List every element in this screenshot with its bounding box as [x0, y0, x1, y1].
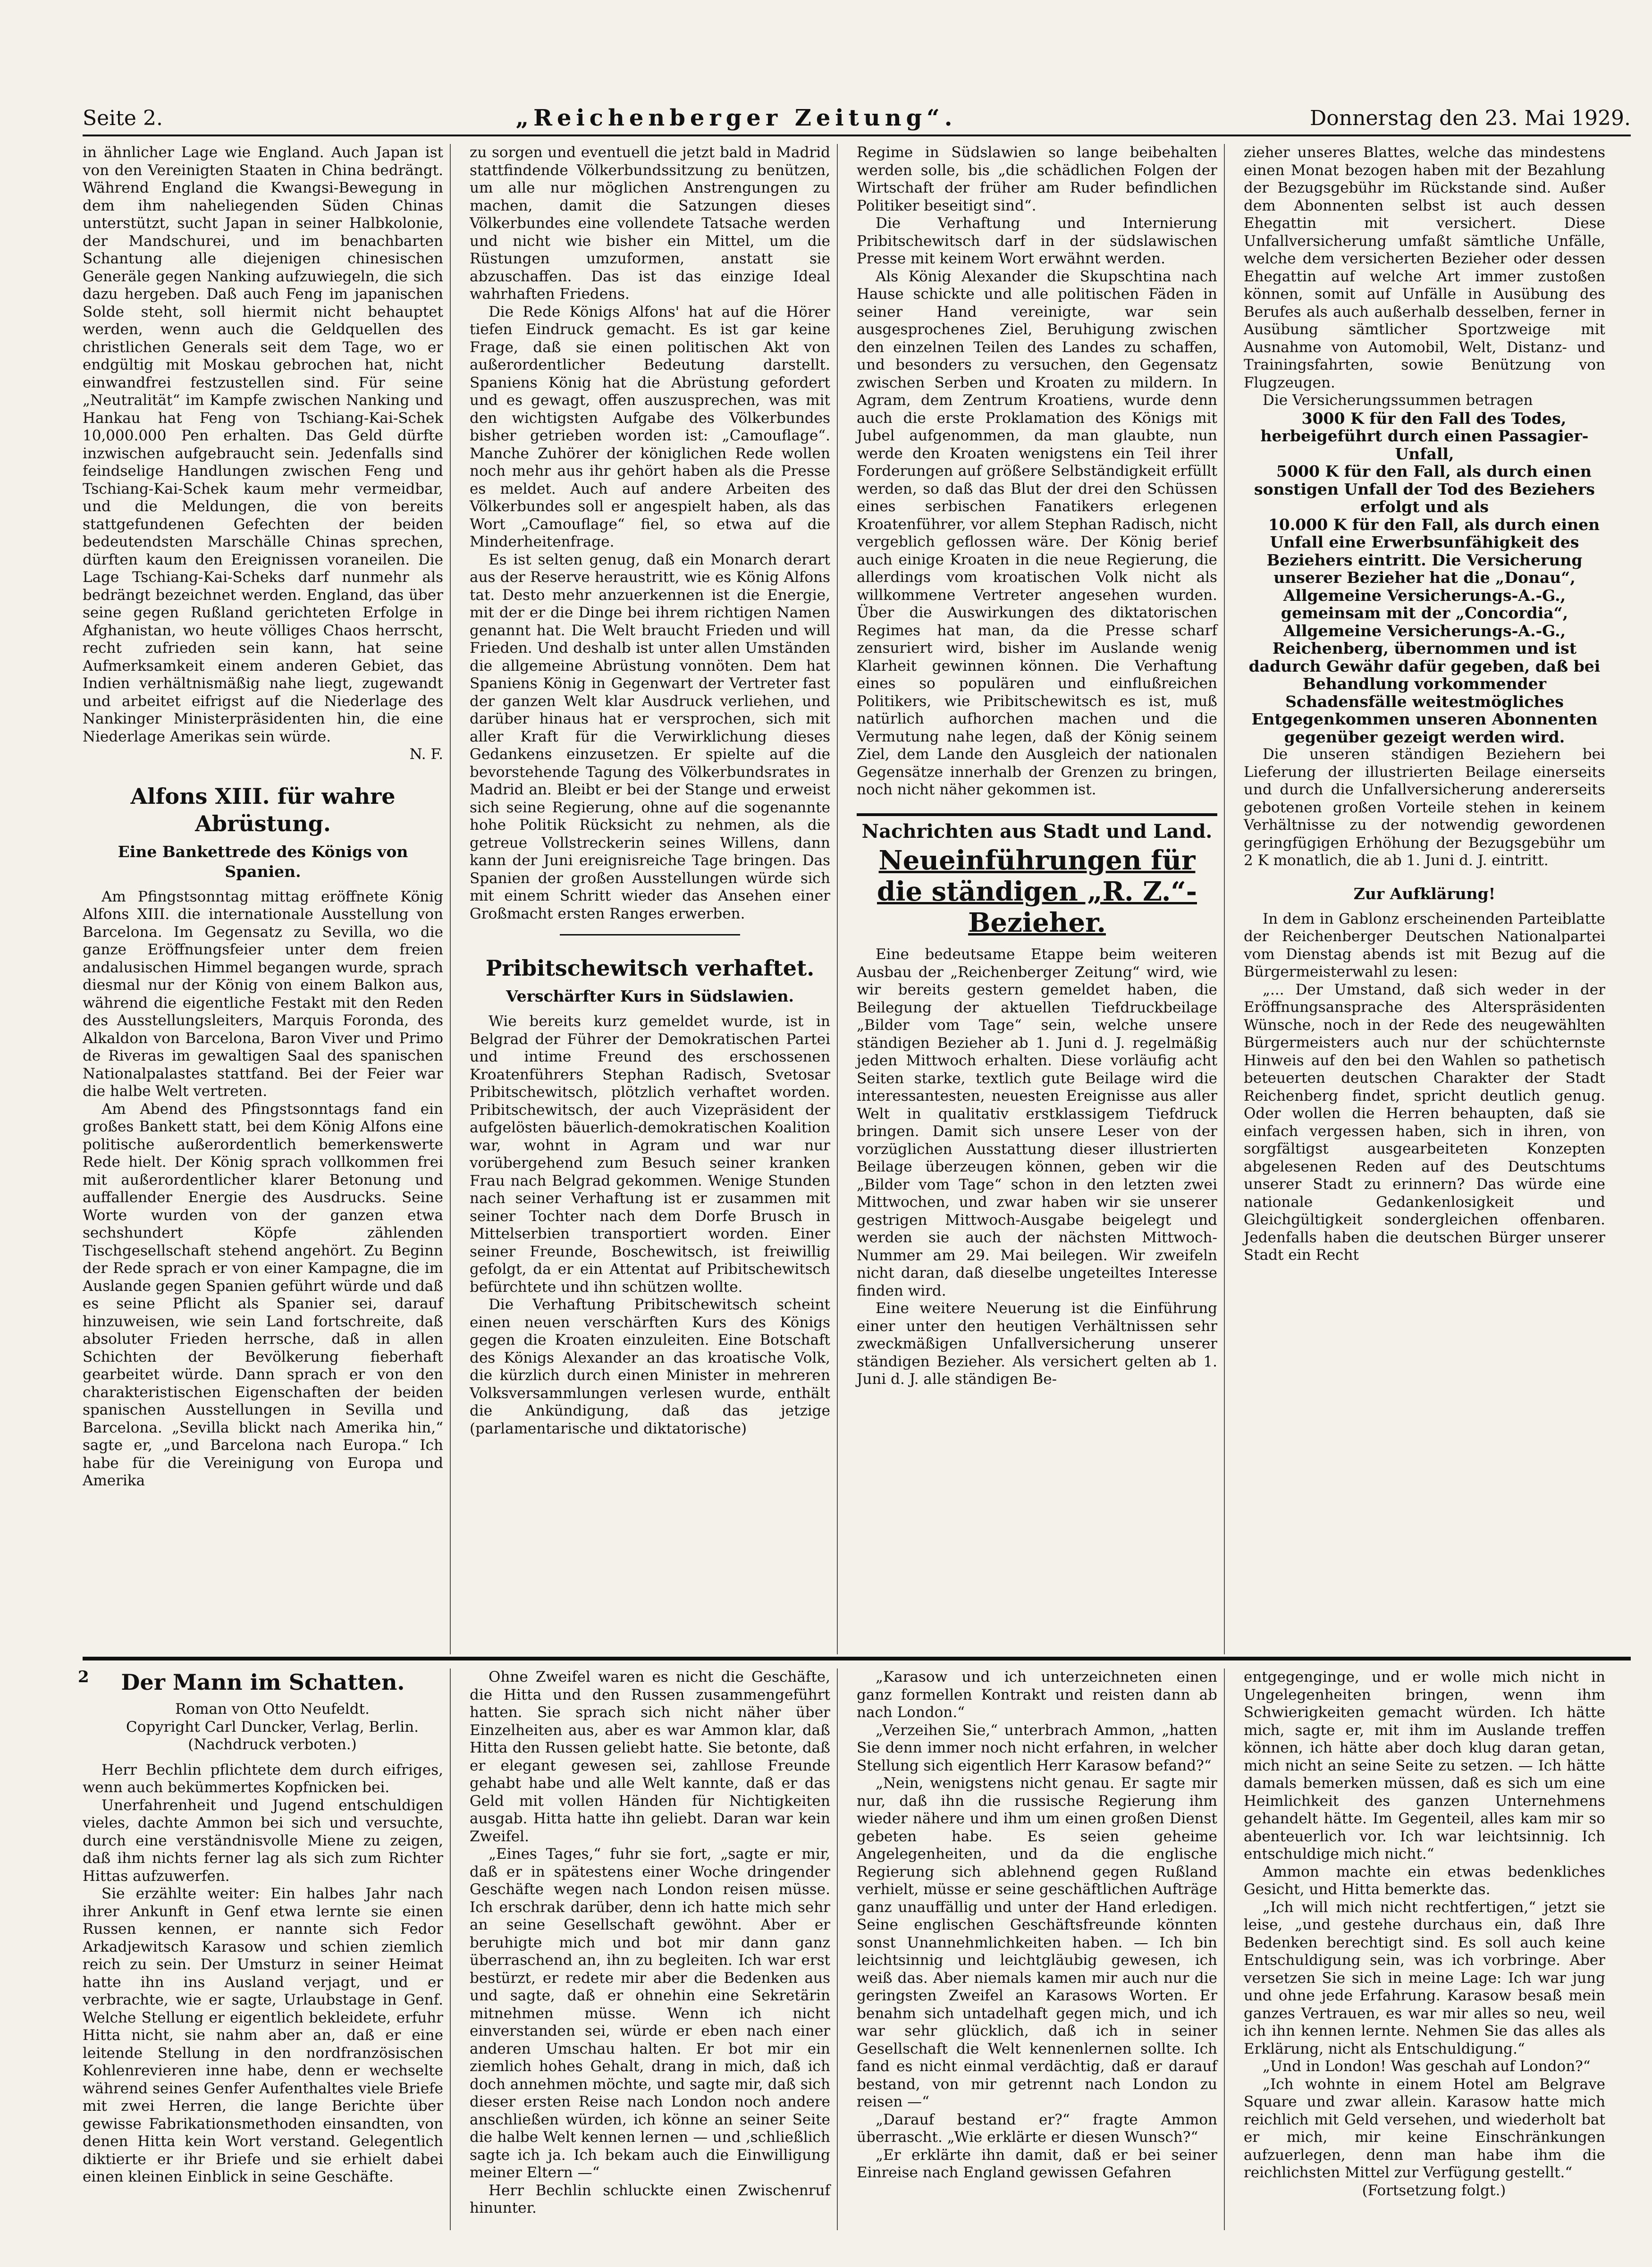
novel-paragraph-9: „Nein, wenigstens nicht genau. Er sagte mir nur, daß ihn die russische Regierung ihm wieder nähere und ihm um einen großen Dienst gebeten habe. Es seien geheime Angelegenheiten, und da die englische Regierung sich ablehnend gegen Rußland verhielt, müsse er seine geschäftlichen Aufträge ganz unauffällig und unter der Hand erledigen. Seine englischen Geschäftsfreunde könnten sonst Unannehmlichkeiten haben. — Ich bin leichtsinnig und leichtgläubig gewesen, ich weiß das. Aber niemals kamen mir auch nur die geringsten Zweifel an Karasows Worten. Er benahm sich untadelhaft gegen mich, und ich war sehr glücklich, daß ich in seiner Gesellschaft die Welt kennenlernen sollte. Ich fand es nicht einmal verdächtig, daß er darauf bestand, von mir getrennt nach London zu reisen —“: [857, 1775, 1217, 2110]
alfons-subheadline: Eine Bankettrede des Königs von Spanien.: [118, 842, 408, 881]
continuation-note: (Fortsetzung folgt.): [1362, 2182, 1506, 2199]
insurance-paragraph-1: zieher unseres Blattes, welche das mindestens einen Monat bezogen haben mit der Bezahlung der Bezugsgebühr im Rückstande sind. Außer dem Abonnenten selbst ist auch dessen Ehegattin mit versichert. Diese Unfallversicherung umfaßt sämtliche Unfälle, welche dem versicherten Bezieher oder dessen Ehegattin auf welche Art immer zustoßen können, somit auf Unfälle in Ausübung des Berufes als auch außerhalb desselben, ferner in Ausübung sämtlicher Sportzweige mit Ausnahme von Automobil, Welt, Distanz- und Trainingsfahrten, sowie Benützung von Flugzeugen.: [1244, 144, 1605, 391]
novel-paragraph-12: entgegenginge, und er wolle mich nicht in Ungelegenheiten bringen, wenn ihm Schwierigkeiten gemacht würden. Ich hätte mich, sagte er, mit ihm im Auslande treffen können, ich hätte aber doch klug daran getan, mich nicht an seine Seite zu setzen. — Ich hätte damals bemerken müssen, daß es sich um eine Heimlichkeit des ganzen Unternehmens gehandelt hätte. Im Gegenteil, alles kam mir so abenteuerlich vor. Ich war leichtsinnig. Ich entschuldige mich nicht.“: [1244, 1669, 1605, 1862]
novel-column-1: [78, 1668, 451, 2230]
aufklaerung-headline: Zur Aufklärung!: [1353, 884, 1496, 903]
novel-paragraph-14: „Ich will mich nicht rechtfertigen,“ jetzt sie leise, „und gestehe durchaus ein, daß Ihre Bedenken berechtigt sind. Es soll auch keine Entschuldigung sein, was ich vorbringe. Aber versetzen Sie sich in meine Lage: Ich war jung und ohne jede Erfahrung. Karasow besaß mein ganzes Vertrauen, es war mir alles so neu, weil ich ihn kennen lernte. Nehmen Sie das alles als Erklärung, nicht als Entschuldigung.“: [1244, 1898, 1605, 2057]
novel-paragraph-5: „Eines Tages,“ fuhr sie fort, „sagte er mir, daß er in spätestens einer Woche dringender Geschäfte wegen nach London reisen müsse. Ich erschrak darüber, denn ich hatte mich sehr an seine Gesellschaft gewöhnt. Aber er beruhigte mich und bot mir dann ganz überraschend an, ihn zu begleiten. Ich war erst bestürzt, er redete mir aber die Bedenken aus und sagte, daß er ohnehin eine Sekretärin mitnehmen müsse. Wenn ich nicht einverstanden sei, würde er eben nach einer anderen Umschau halten. Er bot mir ein ziemlich hohes Gehalt, drang in mich, daß ich doch annehmen möchte, und sagte mir, daß sich dieser ersten Reise nach London noch andere anschließen würden, ich könne an seiner Seite die halbe Welt kennen lernen — und ‚schließlich sagte ich ja. Ich bekam auch die Einwilligung meiner Eltern —“: [470, 1846, 830, 2181]
novel-paragraph-3: Sie erzählte weiter: Ein halbes Jahr nach ihrer Ankunft in Genf etwa lernte sie einen Russen kennen, er nannte sich Fedor Arkadjewitsch Karasow und schien ziemlich reich zu sein. Der Umsturz in seiner Heimat hatte ihn ins Ausland verjagt, und er verbrachte, wie er sagte, Urlaubstage in Genf. Welche Stellung er eigentlich bekleidete, erfuhr Hitta nicht, sie nahm aber an, daß er eine leitende Stellung in den nordfranzösischen Kohlenrevieren inne habe, denn er wechselte während seines Genfer Aufenthaltes viele Briefe mit zwei Herren, die lange Berichte über gewisse Fabrikationsmethoden einsandten, von denen Hitta kein Wort verstand. Gelegentlich diktierte er ihr Briefe und sie erhielt dabei einen kleinen Einblick in seine Geschäfte.: [83, 1885, 443, 2185]
novel-paragraph-4: Ohne Zweifel waren es nicht die Geschäfte, die Hitta und den Russen zusammengeführt hatten. Sie sprach sich nicht näher über Einzelheiten aus, aber es war Ammon klar, daß Hitta den Russen geliebt hatte. Sie betonte, daß er elegant gewesen sei, zahllose Freunde gehabt habe und alle Welt kannte, daß er das Geld mit vollen Händen für Nichtigkeiten ausgab. Hitta hatte ihn geliebt. Daran war kein Zweifel.: [470, 1669, 830, 1845]
alfons-paragraph-5: Es ist selten genug, daß ein Monarch derart aus der Reserve heraustritt, wie es König Alfons tat. Desto mehr anzuerkennen ist die Energie, mit der er die Dinge bei ihrem richtigen Namen genannt hat. Die Welt braucht Frieden und will Frieden. Und deshalb ist unter allen Umständen die allgemeine Abrüstung vonnöten. Dem hat Spaniens König in Gegenwart der Vertreter fast der ganzen Welt klar Ausdruck verliehen, und darüber hinaus hat er versprochen, sich mit aller Kraft für die Verwirklichung dieses Gedankens einzusetzen. Er spielte auf die bevorstehende Tagung des Völkerbundsrates in Madrid an. Bleibt er bei der Stange und erweist sich seine Regierung, ohne auf die sogenannte hohe Politik Rücksicht zu nehmen, als die getreue Vollstreckerin seines Willens, dann kann der Juni ereignisreiche Tage bringen. Das Spanien der großen Ausstellungen würde sich mit einem Schritt wieder das Ansehen einer Großmacht ersten Ranges erwerben.: [470, 551, 830, 922]
article-signature: N. F.: [409, 746, 443, 763]
feuilleton-section: [78, 1668, 1631, 2230]
page-number: Seite 2.: [83, 106, 163, 130]
aufklaerung-paragraph-1: In dem in Gablonz erscheinenden Parteiblatte der Reichenberger Deutschen Nationalpartei vom Dienstag abends ist mit Bezug auf die Bürgermeisterwahl zu lesen:: [1244, 910, 1605, 980]
pribitschewitsch-subheadline: Verschärfter Kurs in Südslawien.: [506, 987, 794, 1005]
pribitschewitsch-paragraph-3: Regime in Südslawien so lange beibehalten werden solle, bis „die schädlichen Folgen der Wirtschaft der früher am Ruder befindlichen Politiker beseitigt sind“.: [857, 144, 1217, 214]
novel-paragraph-2: Unerfahrenheit und Jugend entschuldigen vieles, dachte Ammon bei sich und versuchte, durch eine verständnisvolle Miene zu zeigen, daß ihm nichts ferner lag als sich zum Richter Hittas aufzuwerfen.: [83, 1796, 443, 1885]
novel-paragraph-8: „Verzeihen Sie,“ unterbrach Ammon, „hatten Sie denn immer noch nicht erfahren, in welcher Stellung sich eigentlich Herr Karasow befand?“: [857, 1721, 1217, 1774]
column-2: [470, 144, 838, 1654]
aufklaerung-paragraph-2: „... Der Umstand, daß sich weder in der Eröffnungsansprache des Alterspräsidenten Wünsche, noch in der Rede des neugewählten Bürgermeisters auch nur der schüchternste Hinweis auf den bei den Wahlen so pathetisch beteuerten deutschen Charakter der Stadt Reichenberg findet, spricht deutlich genug. Oder wollen die Herren behaupten, daß sie einfach vergessen haben, sich in ihren, von sorgfältigst ausgearbeiteten Konzepten abgelesenen Reden auf des Deutschtums unserer Stadt zu erinnern? Das würde eine nationale Gedankenlosigkeit und Gleichgültigkeit sondergleichen offenbaren. Jedenfalls haben die deutschen Bürger unserer Stadt ein Recht: [1244, 981, 1605, 1264]
alfons-paragraph-1: Am Pfingstsonntag mittag eröffnete König Alfons XIII. die internationale Ausstellung von Barcelona. Im Gegensatz zu Sevilla, wo die ganze Eröffnungsfeier unter dem freien andalusischen Himmel begangen wurde, sprach diesmal nur der König von einem Balkon aus, während die eigentliche Festakt mit den Reden des Ausstellungsleiters, Marquis Foronda, des Alkaldon von Barcelona, Baron Viver und Primo de Riveras im gewaltigen Saal des spanischen Nationalpalastes stattfand. Bei der Feier war die halbe Welt vertreten.: [83, 888, 443, 1100]
local-news-section-title: Nachrichten aus Stadt und Land.: [857, 813, 1217, 841]
alfons-paragraph-4: Die Rede Königs Alfons' hat auf die Hörer tiefen Eindruck gemacht. Es ist gar keine Frage, daß sie einen politischen Akt von außerordentlicher Bedeutung darstellt. Spaniens König hat die Abrüstung gefordert und es gewagt, offen auszusprechen, was mit den wichtigsten Aufgabe des Völkerbundes bisher getrieben worden ist: „Camouflage“. Manche Zuhörer der königlichen Rede wollen noch mehr aus ihr gehört haben als die Presse es meldet. Auch auf andere Arbeiten des Völkerbundes soll er angespielt haben, als das Wort „Camouflage“ fiel, so etwa auf die Minderheitenfrage.: [470, 303, 830, 550]
insurance-sum-disability: 10.000 K für den Fall, als durch einen Unfall eine Erwerbsunfähigkeit des Beziehers eintritt. Die Versicherung unserer Bezieher hat die „Donau“, Allgemeine Versicherungs-A.-G., gemeinsam mit der „Concordia“, Allgemeine Versicherungs-A.-G., Reichenberg, übernommen und ist dadurch Gewähr dafür gegeben, daß bei Behandlung vorkommender Schadensfälle weitestmögliches Entgegenkommen unseren Abonnenten gegenüber gezeigt werden wird.: [1248, 515, 1601, 746]
alfons-paragraph-3: zu sorgen und eventuell die jetzt bald in Madrid stattfindende Völkerbundssitzung zu benützen, um alle nur möglichen Anstrengungen zu machen, damit die Satzungen dieses Völkerbundes eine vollendete Tatsache werden und nicht wie bisher ein Mittel, um die Rüstungen umzuformen, anstatt sie abzuschaffen. Das ist das einzige Ideal wahrhaften Friedens.: [470, 144, 830, 303]
novel-paragraph-10: „Darauf bestand er?“ fragte Ammon überrascht. „Wie erklärte er diesen Wunsch?“: [857, 2111, 1217, 2146]
novel-paragraph-6: Herr Bechlin schluckte einen Zwischenruf hinunter.: [470, 2182, 830, 2216]
novel-paragraph-15: „Und in London! Was geschah auf London?“: [1263, 2058, 1591, 2075]
novel-paragraph-1: Herr Bechlin pflichtete dem durch eifriges, wenn auch bekümmertes Kopfnicken bei.: [83, 1761, 443, 1796]
masthead-title: „Reichenberger Zeitung“.: [515, 105, 957, 131]
subscribers-paragraph-1: Eine bedeutsame Etappe beim weiteren Ausbau der „Reichenberger Zeitung“ wird, wie wir bereits gestern gemeldet haben, die Beilegung der aktuellen Tiefdruckbeilage „Bilder vom Tage“ sein, welche unsere ständigen Bezieher ab 1. Juni d. J. regelmäßig jeden Mittwoch erhalten. Diese vorläufig acht Seiten starke, textlich gute Beilage wird die interessantesten, neuesten Ereignisse aus aller Welt in qualitativ erstklassigem Tiefdruck bringen. Damit sich unsere Leser von der vorzüglichen Ausstattung dieser illustrierten Beilage überzeugen können, geben wir die „Bilder vom Tage“ schon in den letzten zwei Mittwochen, und zwar haben wir sie unserer gestrigen Mittwoch-Ausgabe beigelegt und werden sie auch der nächsten Mittwoch-Nummer am 29. Mai beilegen. Wir zweifeln nicht daran, daß dieselbe ungeteiltes Interesse finden wird.: [857, 946, 1217, 1299]
novel-paragraph-11: „Er erklärte ihn damit, daß er bei seiner Einreise nach England gewissen Gefahren: [857, 2146, 1217, 2181]
alfons-headline: Alfons XIII. für wahre Abrüstung.: [130, 783, 396, 836]
pribitschewitsch-paragraph-5: Als König Alexander die Skupschtina nach Hause schickte und alle politischen Fäden in seiner Hand vereinigte, war sein ausgesprochenes Ziel, Beruhigung zwischen den einzelnen Teilen des Landes zu schaffen, und besonders zu versuchen, den Gegensatz zwischen Serben und Kroaten zu mildern. In Agram, dem Zentrum Kroatiens, wurde denn auch die erste Proklamation des Königs mit Jubel aufgenommen, da man glaubte, nun werde den Kroaten wenigstens ein Teil ihrer Forderungen auf größere Selbständigkeit erfüllt werden, so daß das Blut der drei den Schüssen eines serbischen Fanatikers erlegenen Kroatenführer, vor allem Stephan Radisch, nicht vergeblich geflossen wäre. Der König berief auch einige Kroaten in die neue Regierung, die allerdings vom kroatischen Volk nicht als willkommene Vertreter angesehen wurden. Über die Auswirkungen des diktatorischen Regimes hat man, da die Presse scharf zensuriert wird, bisher im Auslande wenig Klarheit gewinnen können. Die Verhaftung eines so populären und einflußreichen Politikers, wie Pribitschewitsch es ist, muß natürlich aufhorchen machen und die Vermutung nahe legen, daß der König seinem Ziel, dem Lande den Ausgleich der nationalen Gegensätze innerhalb der Grenzen zu bringen, noch nicht näher gekommen ist.: [857, 268, 1217, 798]
novel-title: Der Mann im Schatten.: [121, 1669, 405, 1695]
column-3: [857, 144, 1225, 1654]
novel-copyright: Copyright Carl Duncker, Verlag, Berlin.: [126, 1718, 419, 1736]
subscribers-paragraph-2: Eine weitere Neuerung ist die Einführung einer unter den heutigen Verhältnissen sehr zweckmäßigen Unfallversicherung unserer ständigen Bezieher. Als versichert gelten ab 1. Juni d. J. alle ständigen Be-: [857, 1300, 1217, 1388]
alfons-paragraph-2: Am Abend des Pfingstsonntags fand ein großes Bankett statt, bei dem König Alfons eine politische außerordentlich bemerkenswerte Rede hielt. Der König sprach vollkommen frei mit außerordentlicher klarer Betonung und auffallender Energie des Ausdrucks. Seine Worte wurden von der ganzen etwa sechshundert Köpfe zählenden Tischgesellschaft stehend angehört. Zu Beginn der Rede sprach er von einer Kampagne, die im Auslande gegen Spanien geführt würde und daß es seine Pflicht als Spanier sei, darauf hinzuweisen, wie sein Land fortschreite, daß absoluter Frieden herrsche, daß in allen Schichten der Bevölkerung fieberhaft gearbeitet würde. Dann sprach er von den charakteristischen Eigenschaften der beiden spanischen Ausstellungen in Sevilla und Barcelona. „Sevilla blickt nach Amerika hin,“ sagte er, „und Barcelona nach Europa.“ Ich habe für die Vereinigung von Europa und Amerika: [83, 1100, 443, 1489]
installment-number: 2: [78, 1668, 89, 1686]
novel-byline: Roman von Otto Neufeldt.: [175, 1701, 370, 1718]
novel-paragraph-16: „Ich wohnte in einem Hotel am Belgrave Square und zwar allein. Karasow hatte mich reichlich mit Geld versehen, und wiederholt bat er mich, mir keine Einschränkungen aufzuerlegen, denn man habe ihm die reichlichsten Mittel zur Verfügung gestellt.“: [1244, 2075, 1605, 2181]
novel-paragraph-7: „Karasow und ich unterzeichneten einen ganz formellen Kontrakt und reisten dann ab nach London.“: [857, 1669, 1217, 1721]
insurance-sum-death-other: 5000 K für den Fall, als durch einen sonstigen Unfall der Tod des Beziehers erfolgt und als: [1254, 462, 1595, 516]
newspaper-page: [78, 101, 1631, 2235]
china-article-text: in ähnlicher Lage wie England. Auch Japan ist von den Vereinigten Staaten in China bedrängt. Während England die Kwangsi-Bewegung in dem ihm naheliegenden Süden Chinas unterstützt, sucht Japan in seiner Halbkolonie, der Mandschurei, und im benachbarten Schantung alle diejenigen chinesischen Generäle gegen Nanking aufzuwiegeln, die sich dazu hergeben. Daß auch Feng im japanischen Solde steht, soll hiermit nicht behauptet werden, wenn auch die Geldquellen des christlichen Generals seit dem Tage, wo er endgültig mit Moskau gebrochen hat, nicht einwandfrei festzustellen sind. Für seine „Neutralität“ im Kampfe zwischen Nanking und Hankau hat Feng von Tschiang-Kai-Schek 10,000.000 Pen erhalten. Das Geld dürfte inzwischen aufgebraucht sein. Jedenfalls sind feindselige Handlungen zwischen Feng und Tschiang-Kai-Schek kaum mehr vermeidbar, und die Meldungen, die von bereits stattgefundenen Gefechten der beiden bedeutendsten Marschälle Chinas sprechen, dürften kaum den Ereignissen voraneilen. Die Lage Tschiang-Kai-Scheks darf nunmehr als bedrängt bezeichnet werden. England, das über seine gegen Rußland gerichteten Erfolge in Afghanistan, wo heute völliges Chaos herrscht, recht zufrieden sein kann, hat seine Aufmerksamkeit einem anderen Gebiet, das Indien verhältnismäßig nahe liegt, zugewandt und arbeitet eifrigst auf die Niederlage des Nankinger Ministerpräsidenten hin, die eine Niederlage Amerikas sein würde.: [83, 144, 443, 745]
issue-date: Donnerstag den 23. Mai 1929.: [1310, 106, 1631, 130]
upper-section: [83, 144, 1631, 1654]
column-4: [1244, 144, 1612, 1654]
insurance-sum-death-passenger: 3000 K für den Fall des Todes, herbeigeführt durch einen Passagier-Unfall,: [1260, 409, 1589, 463]
pribitschewitsch-paragraph-2: Die Verhaftung Pribitschewitsch scheint einen neuen verschärften Kurs des Königs gegen die Kroaten einzuleiten. Eine Botschaft des Königs Alexander an das kroatische Volk, die kürzlich durch einen Minister in mehreren Volksversammlungen verlesen wurde, enthält die Ankündigung, daß das jetzige (parlamentarische und diktatorische): [470, 1296, 830, 1437]
pribitschewitsch-headline: Pribitschewitsch verhaftet.: [485, 955, 815, 981]
section-rule: [560, 934, 740, 935]
feuilleton-divider: [83, 1657, 1631, 1660]
column-1: [83, 144, 451, 1654]
pribitschewitsch-paragraph-4: Die Verhaftung und Internierung Pribitschewitsch darf in der südslawischen Presse mit keinem Wort erwähnt werden.: [857, 215, 1217, 267]
subscribers-headline: Neueinführungen für die ständigen „R. Z.“-Bezieher.: [877, 845, 1197, 938]
novel-column-2: [470, 1669, 838, 2230]
pribitschewitsch-paragraph-1: Wie bereits kurz gemeldet wurde, ist in Belgrad der Führer der Demokratischen Partei und intime Freund des erschossenen Kroatenführers Stephan Radisch, Svetosar Pribitschewitsch, plötzlich verhaftet worden. Pribitschewitsch, der auch Vizepräsident der aufgelösten bäuerlich-demokratischen Koalition war, wohnt in Agram und war nur vorübergehend zum Besuch seiner kranken Frau nach Belgrad gekommen. Wenige Stunden nach seiner Verhaftung ist er zusammen mit seiner Tochter nach dem Dorfe Brusch in Mittelserbien transportiert worden. Einer seiner Freunde, Boschewitsch, ist freiwillig gefolgt, da er ein Attentat auf Pribitschewitsch befürchtete und ihn schützen wollte.: [470, 1013, 830, 1296]
insurance-paragraph-2: Die unseren ständigen Beziehern bei Lieferung der illustrierten Beilage einerseits und durch die Unfallversicherung andererseits gebotenen großen Vorteile stehen in keinem Verhältnisse zu der notwendig gewordenen geringfügigen Erhöhung der Bezugsgebühr um 2 K monatlich, die ab 1. Juni d. J. eintritt.: [1244, 746, 1605, 869]
novel-reprint-note: (Nachdruck verboten.): [188, 1736, 357, 1753]
insurance-sums-intro: Die Versicherungssummen betragen: [1263, 392, 1533, 409]
novel-paragraph-13: Ammon machte ein etwas bedenkliches Gesicht, und Hitta bemerkte das.: [1244, 1863, 1605, 1898]
novel-column-3: [857, 1669, 1225, 2230]
page-header: [83, 101, 1631, 136]
novel-column-4: [1244, 1669, 1612, 2230]
